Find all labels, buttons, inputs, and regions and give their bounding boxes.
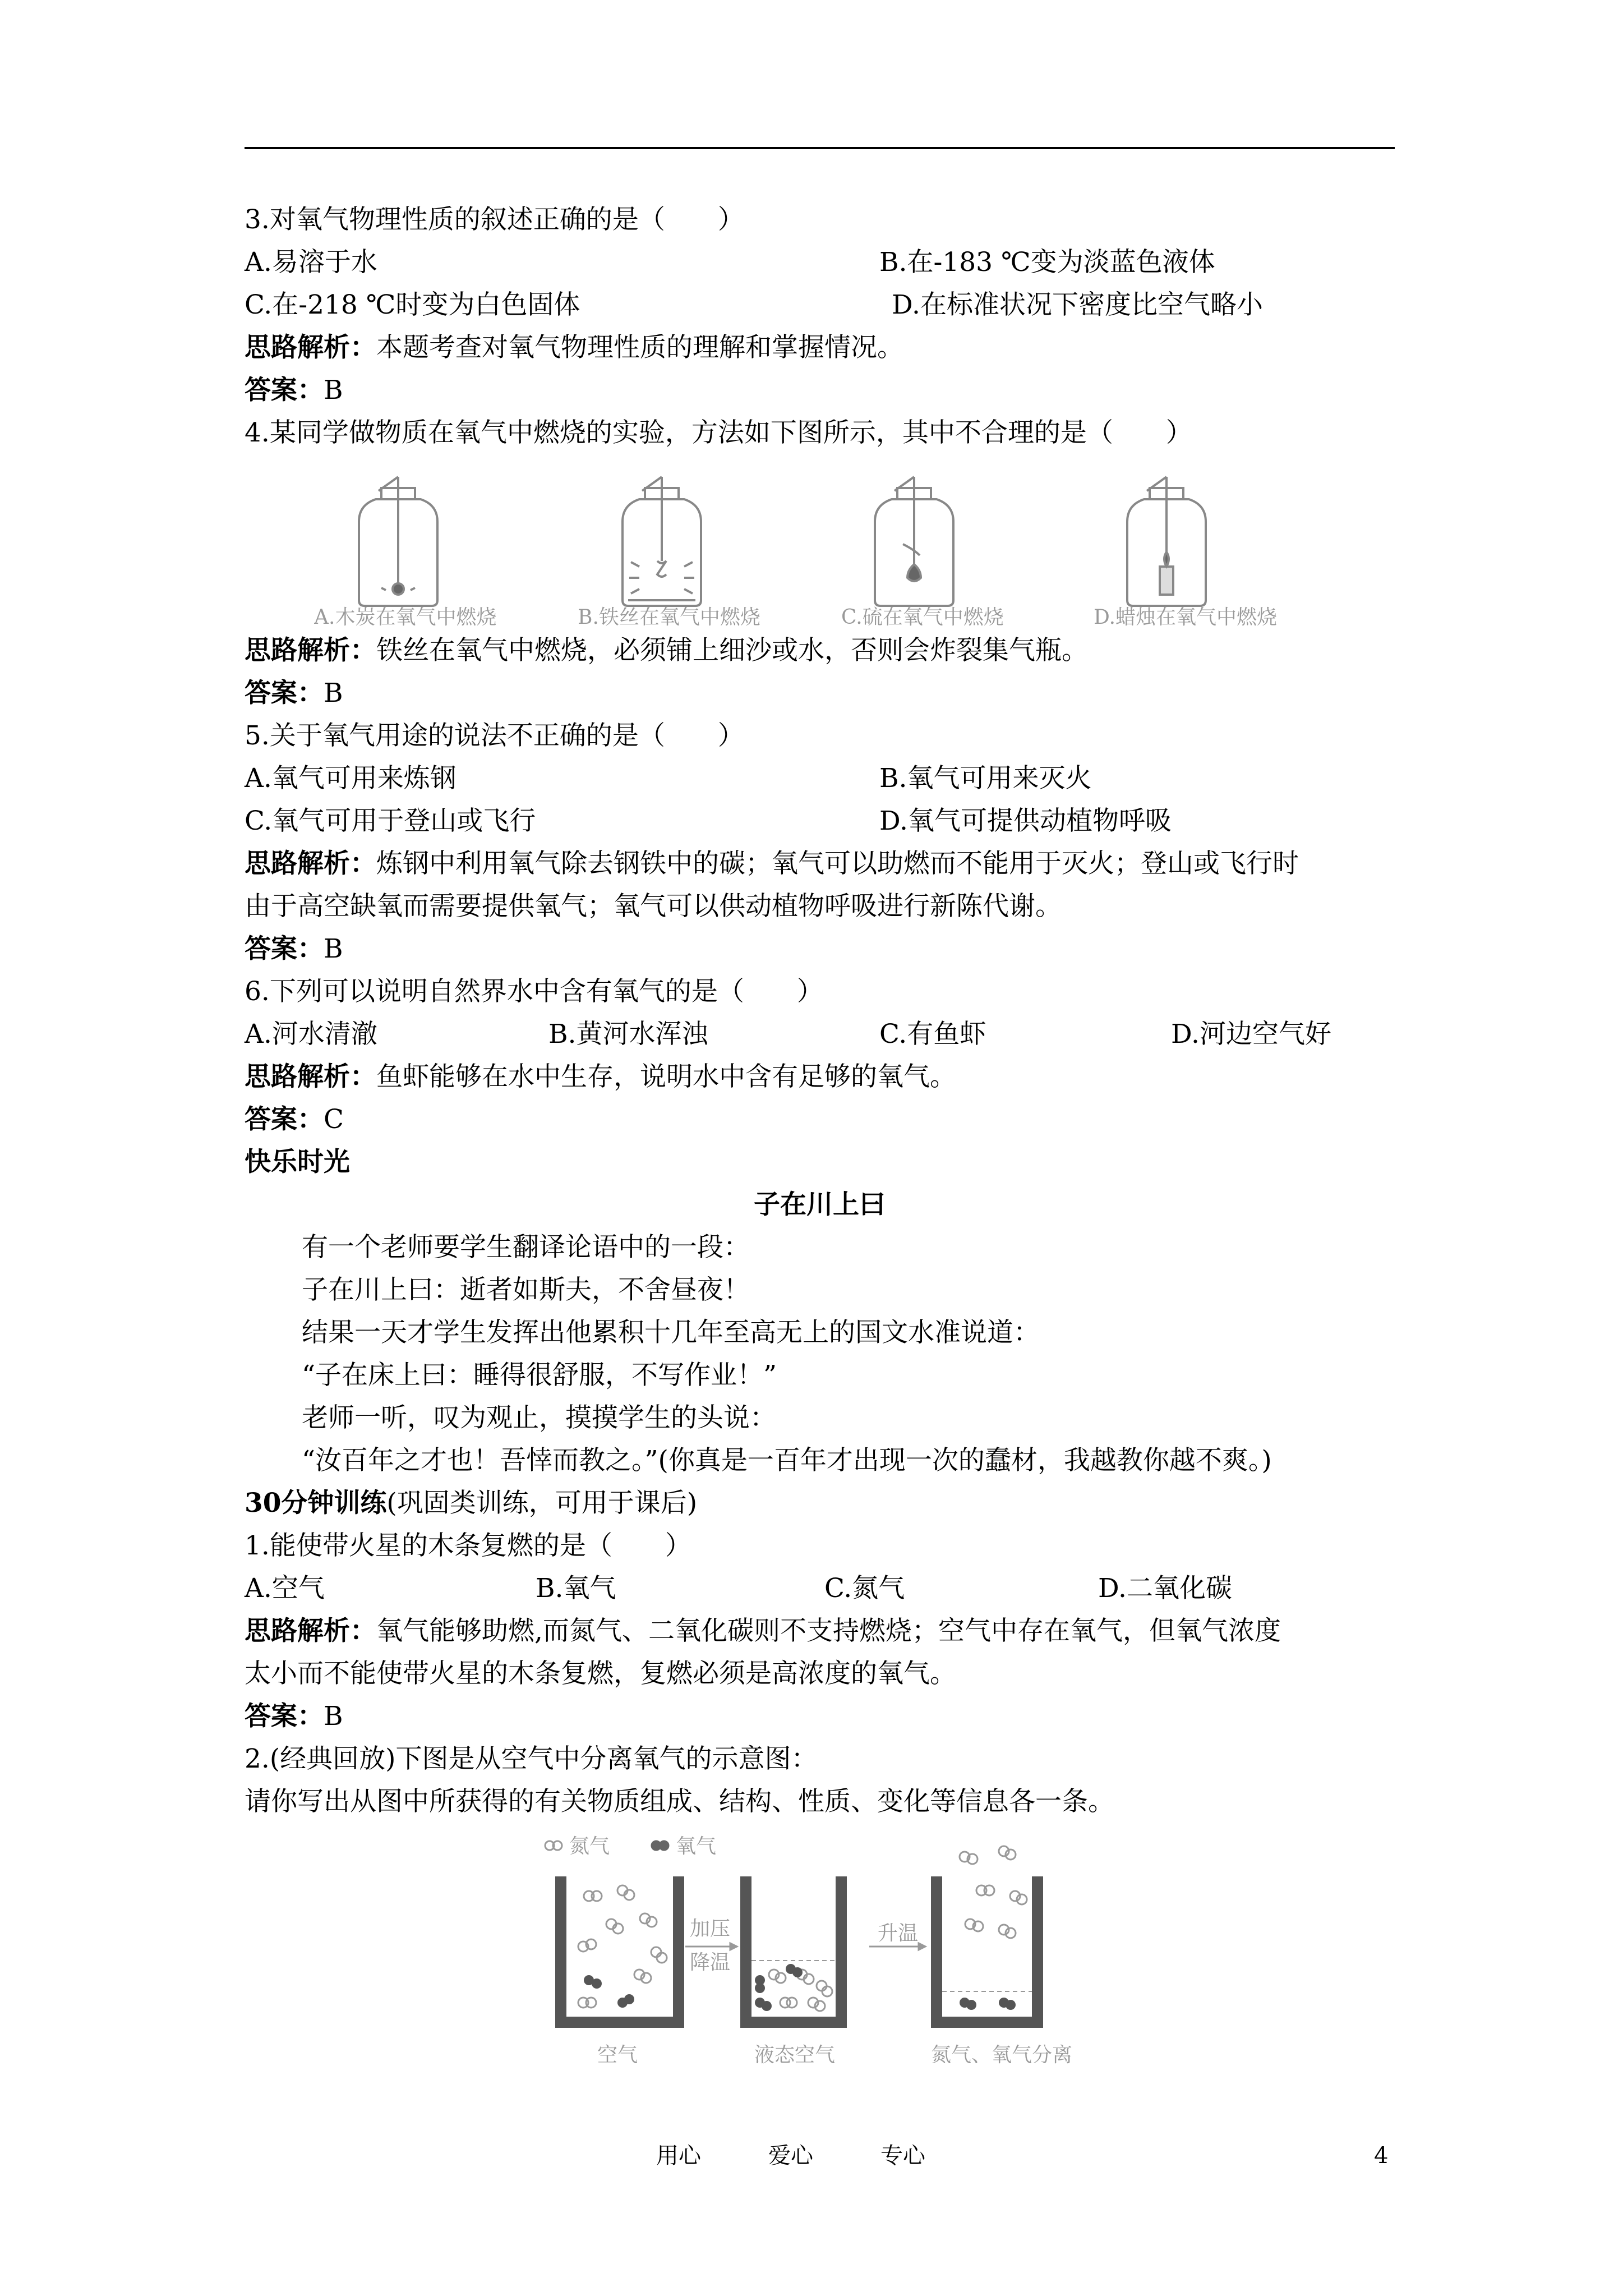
q5-option-d: D.氧气可提供动植物呼吸 [879, 806, 1172, 836]
bottle-c [875, 477, 953, 606]
answer-value: B [324, 375, 343, 406]
t1-analysis-cont: 太小而不能使带火星的木条复燃，复燃必须是高浓度的氧气。 [245, 1658, 956, 1689]
legend-nitrogen: 氮气 [569, 1835, 610, 1858]
story-p6: “汝百年之才也！吾悻而教之。”(你真是一百年才出现一次的蠢材，我越教你越不爽。) [302, 1445, 1272, 1476]
analysis-label: 思路解析： [245, 848, 376, 879]
training-heading-rest: (巩固类训练，可用于课后) [386, 1488, 698, 1519]
analysis-text: 铁丝在氧气中燃烧，必须铺上细沙或水，否则会炸裂集气瓶。 [376, 635, 1088, 666]
t1-option-a: A.空气 [245, 1573, 325, 1604]
q3-answer [245, 374, 343, 407]
analysis-text: 鱼虾能够在水中生存，说明水中含有足够的氧气。 [376, 1061, 956, 1092]
q3-option-c: C.在-218 ℃时变为白色固体 [245, 289, 580, 320]
answer-value: B [324, 678, 343, 708]
q6-analysis [245, 1060, 956, 1094]
caption-separation: 氮气、氧气分离 [931, 2044, 1073, 2067]
story-p1: 有一个老师要学生翻译论语中的一段： [302, 1232, 750, 1263]
legend-oxygen: 氧气 [676, 1835, 717, 1858]
q3-stem: 3.对氧气物理性质的叙述正确的是（ ） [245, 204, 744, 235]
answer-label: 答案： [245, 678, 324, 708]
q5-stem: 5.关于氧气用途的说法不正确的是（ ） [245, 720, 744, 751]
header-rule [245, 147, 1395, 149]
footer-word-1: 用心 [656, 2143, 701, 2169]
combustion-figure [314, 466, 1312, 628]
t2-line2: 请你写出从图中所获得的有关物质组成、结构、性质、变化等信息各一条。 [245, 1786, 1114, 1817]
caption-d: D.蜡烛在氧气中燃烧 [1094, 606, 1278, 628]
air-separation-figure [538, 1834, 1099, 2076]
q4-answer [245, 677, 343, 710]
caption-liquid-air: 液态空气 [754, 2044, 836, 2067]
q6-option-b: B.黄河水浑浊 [548, 1019, 708, 1050]
footer-word-3: 专心 [880, 2143, 925, 2169]
air-oxygen-molecules [584, 1975, 634, 2008]
q4-analysis [245, 634, 1088, 668]
q5-option-b: B.氧气可用来灭火 [879, 763, 1092, 794]
answer-label: 答案： [245, 1701, 324, 1732]
story-p4: “子在床上曰：睡得很舒服，不写作业！” [302, 1360, 777, 1391]
bottle-d [1127, 477, 1206, 606]
analysis-text: 氧气能够助燃,而氮气、二氧化碳则不支持燃烧；空气中存在氧气，但氧气浓度 [376, 1616, 1281, 1646]
analysis-label: 思路解析： [245, 332, 376, 363]
page-number: 4 [1374, 2143, 1389, 2169]
arrow-label-cool: 降温 [690, 1951, 731, 1974]
air-molecules [578, 1885, 667, 2008]
analysis-label: 思路解析： [245, 635, 376, 666]
arrow-label-heat: 升温 [878, 1922, 919, 1945]
story-title: 子在川上曰 [754, 1189, 886, 1220]
arrow-label-pressurize: 加压 [690, 1917, 731, 1940]
q5-answer [245, 932, 343, 966]
q6-option-c: C.有鱼虾 [879, 1019, 986, 1050]
q6-option-d: D.河边空气好 [1171, 1019, 1331, 1050]
q6-option-a: A.河水清澈 [245, 1019, 377, 1050]
t1-stem: 1.能使带火星的木条复燃的是（ ） [245, 1530, 691, 1561]
answer-value: C [324, 1104, 344, 1135]
answer-value: B [324, 1701, 343, 1732]
answer-value: B [324, 933, 343, 964]
footer-word-2: 爱心 [768, 2143, 813, 2169]
analysis-text: 本题考查对氧气物理性质的理解和掌握情况。 [376, 332, 903, 363]
q3-option-b: B.在-183 ℃变为淡蓝色液体 [879, 247, 1215, 278]
separated-oxygen-molecules [960, 1998, 1016, 2010]
analysis-label: 思路解析： [245, 1616, 376, 1646]
q3-analysis [245, 331, 903, 365]
separated-nitrogen-molecules [960, 1846, 1027, 1938]
q4-stem: 4.某同学做物质在氧气中燃烧的实验，方法如下图所示，其中不合理的是（ ） [245, 417, 1192, 448]
answer-label: 答案： [245, 933, 324, 964]
training-heading [245, 1487, 697, 1520]
t1-analysis [245, 1614, 1281, 1648]
t1-answer [245, 1700, 343, 1733]
story-p3: 结果一天才学生发挥出他累积十几年至高无上的国文水准说道： [302, 1317, 1040, 1348]
training-heading-bold: 30分钟训练 [245, 1488, 387, 1519]
answer-label: 答案： [245, 375, 324, 406]
q5-option-c: C.氧气可用于登山或飞行 [245, 806, 536, 836]
caption-c: C.硫在氧气中燃烧 [841, 606, 1004, 628]
answer-label: 答案： [245, 1104, 324, 1135]
t2-stem: 2.(经典回放)下图是从空气中分离氧气的示意图： [245, 1743, 818, 1774]
q5-option-a: A.氧气可用来炼钢 [245, 763, 457, 794]
story-p2: 子在川上曰：逝者如斯夫，不舍昼夜！ [302, 1274, 750, 1305]
caption-a: A.木炭在氧气中燃烧 [314, 606, 497, 628]
bottle-b [623, 477, 701, 606]
story-p5: 老师一听，叹为观止，摸摸学生的头说： [302, 1402, 776, 1433]
bottle-a [359, 477, 437, 606]
caption-air: 空气 [597, 2044, 638, 2067]
happy-heading: 快乐时光 [245, 1147, 350, 1177]
t1-option-b: B.氧气 [536, 1573, 616, 1604]
q6-stem: 6.下列可以说明自然界水中含有氧气的是（ ） [245, 976, 823, 1007]
q5-analysis [245, 847, 1299, 881]
caption-b: B.铁丝在氧气中燃烧 [578, 606, 760, 628]
q5-analysis-cont: 由于高空缺氧而需要提供氧气；氧气可以供动植物呼吸进行新陈代谢。 [245, 891, 1062, 922]
analysis-text: 炼钢中利用氧气除去钢铁中的碳；氧气可以助燃而不能用于灭火；登山或飞行时 [376, 848, 1299, 879]
q6-answer [245, 1103, 344, 1137]
liquid-oxygen-molecules [755, 1964, 803, 2011]
t1-option-c: C.氮气 [824, 1573, 905, 1604]
analysis-label: 思路解析： [245, 1061, 376, 1092]
q3-option-a: A.易溶于水 [245, 247, 377, 278]
q3-option-d: D.在标准状况下密度比空气略小 [892, 289, 1263, 320]
t1-option-d: D.二氧化碳 [1098, 1573, 1232, 1604]
